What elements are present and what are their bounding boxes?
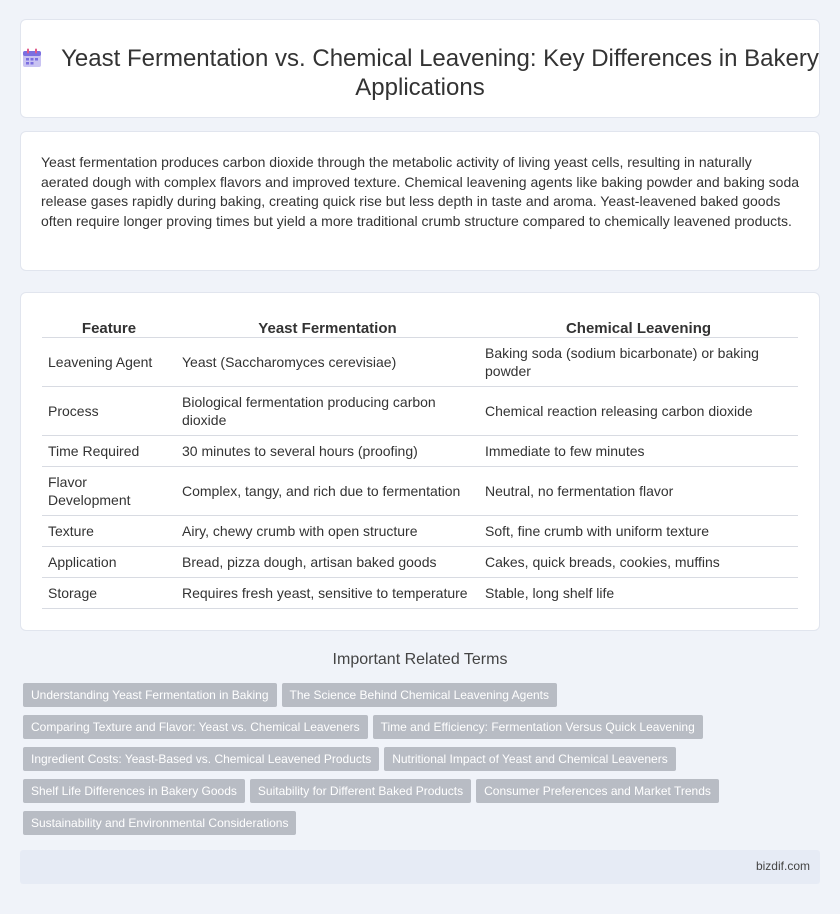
table-header-row <box>42 313 798 337</box>
related-term-tag[interactable]: Time and Efficiency: Fermentation Versus Quick Leavening <box>373 715 703 739</box>
related-term-tag[interactable]: Suitability for Different Baked Products <box>250 779 471 803</box>
related-term-tag[interactable]: Nutritional Impact of Yeast and Chemical Leaveners <box>384 747 676 771</box>
cell-yeast: Airy, chewy crumb with open structure <box>176 515 479 546</box>
comparison-table <box>42 313 798 609</box>
cell-feature: Texture <box>42 515 176 546</box>
related-term-tag[interactable]: Consumer Preferences and Market Trends <box>476 779 719 803</box>
related-term-tag[interactable]: The Science Behind Chemical Leavening Agents <box>282 683 558 707</box>
cell-chemical: Stable, long shelf life <box>479 577 798 608</box>
footer-site-name[interactable]: bizdif.com <box>755 859 810 873</box>
cell-chemical: Immediate to few minutes <box>479 435 798 466</box>
related-term-tag[interactable]: Shelf Life Differences in Bakery Goods <box>23 779 245 803</box>
table-row <box>42 386 798 435</box>
table-row <box>42 435 798 466</box>
related-term-tag[interactable]: Ingredient Costs: Yeast-Based vs. Chemical Leavened Products <box>23 747 379 771</box>
page-title-wrap <box>21 44 819 102</box>
cell-feature: Flavor Development <box>42 466 176 515</box>
intro-paragraph: Yeast fermentation produces carbon dioxide through the metabolic activity of living yeast cells, resulting in naturally aerated dough with complex flavors and improved texture. Chemical leavening agents like baking powder and baking soda release gases rapidly during baking, creating quick rise but less depth in taste and aroma. Yeast-leavened baked goods often require longer proving times but yield a more traditional crumb structure compared to chemically leavened products. <box>41 154 800 229</box>
cell-chemical: Soft, fine crumb with uniform texture <box>479 515 798 546</box>
cell-yeast: Yeast (Saccharomyces cerevisiae) <box>176 337 479 386</box>
cell-feature: Process <box>42 386 176 435</box>
table-row <box>42 546 798 577</box>
table-row <box>42 466 798 515</box>
page-title: Yeast Fermentation vs. Chemical Leavening: Key Differences in Bakery Applications <box>61 45 819 101</box>
cell-chemical: Baking soda (sodium bicarbonate) or baking powder <box>479 337 798 386</box>
table-row <box>42 337 798 386</box>
intro-card <box>20 131 820 271</box>
related-terms-tags <box>23 683 813 843</box>
header-feature: Feature <box>42 313 176 337</box>
header-card <box>20 19 820 118</box>
cell-yeast: 30 minutes to several hours (proofing) <box>176 435 479 466</box>
cell-feature: Leavening Agent <box>42 337 176 386</box>
related-term-tag[interactable]: Understanding Yeast Fermentation in Baking <box>23 683 277 707</box>
cell-yeast: Biological fermentation producing carbon dioxide <box>176 386 479 435</box>
cell-chemical: Cakes, quick breads, cookies, muffins <box>479 546 798 577</box>
related-term-tag[interactable]: Sustainability and Environmental Considerations <box>23 811 296 835</box>
table-row <box>42 577 798 608</box>
calendar-icon <box>21 47 43 69</box>
cell-yeast: Requires fresh yeast, sensitive to temperature <box>176 577 479 608</box>
table-row <box>42 515 798 546</box>
comparison-card <box>20 292 820 631</box>
cell-yeast: Complex, tangy, and rich due to fermentation <box>176 466 479 515</box>
cell-feature: Application <box>42 546 176 577</box>
related-term-tag[interactable]: Comparing Texture and Flavor: Yeast vs. Chemical Leaveners <box>23 715 368 739</box>
header-yeast: Yeast Fermentation <box>176 313 479 337</box>
related-terms-title: Important Related Terms <box>332 651 508 668</box>
cell-feature: Time Required <box>42 435 176 466</box>
cell-chemical: Chemical reaction releasing carbon dioxide <box>479 386 798 435</box>
cell-chemical: Neutral, no fermentation flavor <box>479 466 798 515</box>
cell-feature: Storage <box>42 577 176 608</box>
header-chemical: Chemical Leavening <box>479 313 798 337</box>
cell-yeast: Bread, pizza dough, artisan baked goods <box>176 546 479 577</box>
footer-bar <box>20 850 820 884</box>
